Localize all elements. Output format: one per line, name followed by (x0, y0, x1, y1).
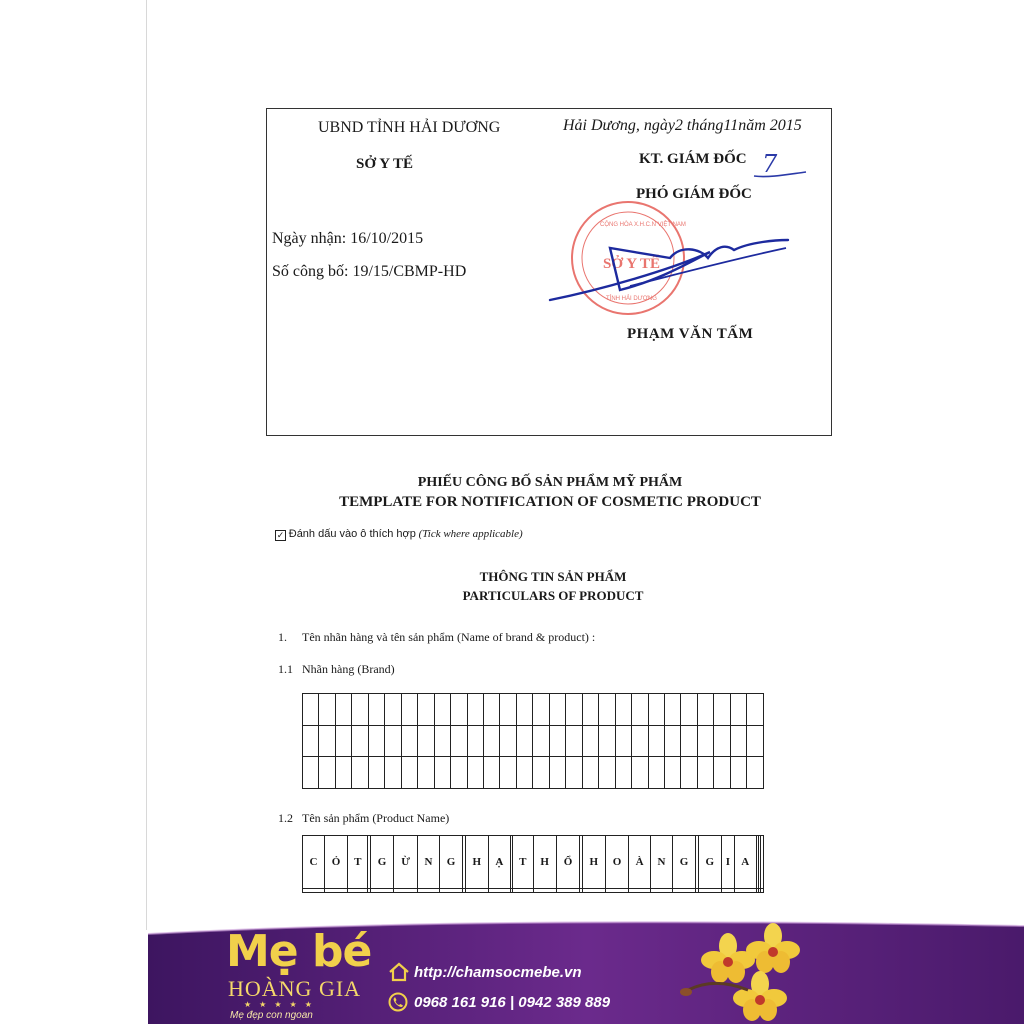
grid-cell (439, 888, 462, 892)
svg-text:CỘNG HÒA X.H.C.N VIỆT NAM: CỘNG HÒA X.H.C.N VIỆT NAM (600, 222, 686, 228)
grid-cell (599, 725, 615, 757)
grid-cell (747, 694, 764, 726)
grid-cell (714, 694, 730, 726)
logo-main: Mẹ bé (226, 926, 372, 977)
grid-cell: N (651, 836, 673, 889)
grid-cell (434, 725, 450, 757)
grid-cell (599, 694, 615, 726)
grid-cell: H (465, 836, 488, 889)
product-name-grid (302, 835, 764, 893)
grid-cell (483, 757, 499, 789)
grid-cell (335, 694, 351, 726)
grid-cell (500, 757, 516, 789)
section-title-vi: THÔNG TIN SẢN PHẨM (479, 569, 627, 584)
phone-numbers: 0968 161 916 | 0942 389 889 (414, 994, 611, 1011)
form-title-en: TEMPLATE FOR NOTIFICATION OF COSMETIC PRODUCT (339, 494, 761, 510)
approval-date: Hải Dương, ngày2 tháng11năm 2015 (563, 117, 802, 134)
page-edge (146, 0, 147, 930)
grid-cell: N (418, 836, 440, 889)
grid-cell (352, 694, 368, 726)
grid-cell (401, 725, 417, 757)
grid-cell (303, 757, 319, 789)
grid-cell (629, 888, 651, 892)
grid-cell: Ổ (556, 836, 579, 889)
grid-cell (681, 694, 697, 726)
grid-cell (483, 694, 499, 726)
grid-cell (324, 888, 347, 892)
grid-cell (303, 888, 325, 892)
grid-cell (368, 757, 384, 789)
grid-cell (465, 888, 488, 892)
home-icon (388, 962, 410, 982)
grid-cell (648, 725, 664, 757)
grid-cell (747, 725, 764, 757)
grid-cell (401, 757, 417, 789)
grid-cell (672, 888, 695, 892)
grid-cell (714, 725, 730, 757)
grid-cell (533, 694, 549, 726)
grid-cell (615, 694, 631, 726)
grid-cell (651, 888, 673, 892)
signature (550, 240, 788, 300)
grid-row (303, 888, 764, 892)
grid-cell (401, 694, 417, 726)
grid-cell (451, 694, 467, 726)
grid-cell (467, 694, 483, 726)
grid-cell (582, 888, 605, 892)
department-name: SỞ Y TẾ (356, 156, 413, 172)
item-1-1: 1.1 Nhãn hàng (Brand) (278, 662, 395, 676)
grid-cell: G (370, 836, 393, 889)
grid-cell (582, 694, 598, 726)
grid-cell: Ỏ (324, 836, 347, 889)
grid-cell (483, 725, 499, 757)
grid-cell (418, 888, 440, 892)
grid-cell (714, 757, 730, 789)
grid-cell (335, 757, 351, 789)
grid-cell (500, 694, 516, 726)
grid-cell (697, 757, 713, 789)
grid-cell (761, 888, 764, 892)
grid-cell: À (629, 836, 651, 889)
grid-cell (681, 725, 697, 757)
form-title-vi: PHIẾU CÔNG BỐ SẢN PHẨM MỸ PHẨM (417, 475, 683, 490)
grid-cell: H (582, 836, 605, 889)
grid-cell (488, 888, 510, 892)
grid-cell (319, 725, 335, 757)
grid-cell (697, 694, 713, 726)
phone-icon (388, 992, 408, 1012)
grid-cell (418, 694, 434, 726)
grid-cell (434, 694, 450, 726)
grid-cell (385, 757, 401, 789)
grid-cell (368, 694, 384, 726)
notification-number: Số công bố: 19/15/CBMP-HD (272, 263, 467, 280)
logo-stars: ★ ★ ★ ★ ★ (244, 1000, 315, 1009)
grid-cell (451, 757, 467, 789)
grid-cell: T (348, 836, 368, 889)
grid-cell (615, 757, 631, 789)
grid-cell (348, 888, 368, 892)
grid-cell: Ừ (394, 836, 418, 889)
grid-cell (632, 725, 648, 757)
grid-cell (664, 757, 680, 789)
grid-cell (467, 757, 483, 789)
grid-cell (319, 757, 335, 789)
grid-cell (352, 725, 368, 757)
signer-title-1: KT. GIÁM ĐỐC (639, 151, 747, 167)
grid-cell: A (734, 836, 756, 889)
grid-cell: C (303, 836, 325, 889)
grid-cell (516, 757, 532, 789)
agency-name: UBND TỈNH HẢI DƯƠNG (318, 119, 501, 136)
grid-cell (615, 725, 631, 757)
grid-cell (500, 725, 516, 757)
grid-cell (533, 888, 556, 892)
grid-cell: Ạ (488, 836, 510, 889)
grid-cell (533, 725, 549, 757)
received-date: Ngày nhận: 16/10/2015 (272, 230, 424, 247)
grid-cell (434, 757, 450, 789)
grid-cell: G (439, 836, 462, 889)
grid-cell (698, 888, 721, 892)
item-1-2: 1.2 Tên sản phẩm (Product Name) (278, 811, 450, 825)
grid-cell (418, 725, 434, 757)
grid-cell (549, 757, 565, 789)
grid-cell: G (672, 836, 695, 889)
grid-cell (648, 757, 664, 789)
svg-text:TỈNH HẢI DƯƠNG: TỈNH HẢI DƯƠNG (606, 296, 657, 302)
svg-text:7: 7 (762, 150, 778, 178)
item-1: 1. Tên nhãn hàng và tên sản phẩm (Name of brand & product) : (278, 630, 596, 644)
grid-cell (730, 694, 746, 726)
grid-cell (747, 757, 764, 789)
grid-cell (566, 725, 582, 757)
grid-row (303, 836, 764, 889)
grid-cell (549, 694, 565, 726)
grid-cell (632, 694, 648, 726)
grid-cell (582, 757, 598, 789)
section-title-en: PARTICULARS OF PRODUCT (462, 588, 644, 603)
grid-cell (418, 757, 434, 789)
grid-cell (664, 725, 680, 757)
grid-cell (385, 725, 401, 757)
checkbox-checked-icon: ✓ (276, 530, 285, 540)
signer-title-2: PHÓ GIÁM ĐỐC (636, 186, 752, 202)
logo-tagline: Mẹ đẹp con ngoan (230, 1010, 313, 1021)
grid-cell (549, 725, 565, 757)
grid-cell (566, 757, 582, 789)
grid-cell (533, 757, 549, 789)
grid-cell: O (605, 836, 628, 889)
signer-name: PHẠM VĂN TẤM (627, 326, 754, 342)
website-link[interactable]: http://chamsocmebe.vn (414, 964, 582, 981)
grid-cell (648, 694, 664, 726)
promo-banner (148, 920, 1024, 1024)
grid-cell (599, 757, 615, 789)
handwritten-mark (754, 150, 806, 178)
grid-cell (734, 888, 756, 892)
grid-cell (303, 694, 319, 726)
grid-cell (370, 888, 393, 892)
grid-cell: I (721, 836, 734, 889)
grid-cell (730, 725, 746, 757)
grid-cell (513, 888, 533, 892)
grid-row (303, 725, 764, 757)
grid-cell (556, 888, 579, 892)
grid-cell (319, 694, 335, 726)
grid-row (303, 757, 764, 789)
grid-cell (632, 757, 648, 789)
grid-cell (368, 725, 384, 757)
svg-text:SỞ Y TẾ: SỞ Y TẾ (603, 256, 660, 272)
grid-cell (516, 694, 532, 726)
grid-cell (516, 725, 532, 757)
grid-cell (467, 725, 483, 757)
grid-cell (566, 694, 582, 726)
grid-cell (681, 757, 697, 789)
grid-cell (451, 725, 467, 757)
grid-cell: T (513, 836, 533, 889)
tick-instruction: ✓ Đánh dấu vào ô thích hợp (Tick where applicable) (276, 528, 523, 540)
grid-cell (721, 888, 734, 892)
grid-cell (761, 836, 764, 889)
grid-cell (605, 888, 628, 892)
grid-cell (664, 694, 680, 726)
grid-row (303, 694, 764, 726)
grid-cell (394, 888, 418, 892)
seal-and-signature (540, 140, 830, 340)
logo-subtitle: HOÀNG GIA (228, 976, 362, 1001)
grid-cell (730, 757, 746, 789)
grid-cell (582, 725, 598, 757)
grid-cell (697, 725, 713, 757)
grid-cell (352, 757, 368, 789)
grid-cell: G (698, 836, 721, 889)
grid-cell (385, 694, 401, 726)
brand-grid (302, 693, 764, 789)
grid-cell (303, 725, 319, 757)
grid-cell (335, 725, 351, 757)
grid-cell: H (533, 836, 556, 889)
